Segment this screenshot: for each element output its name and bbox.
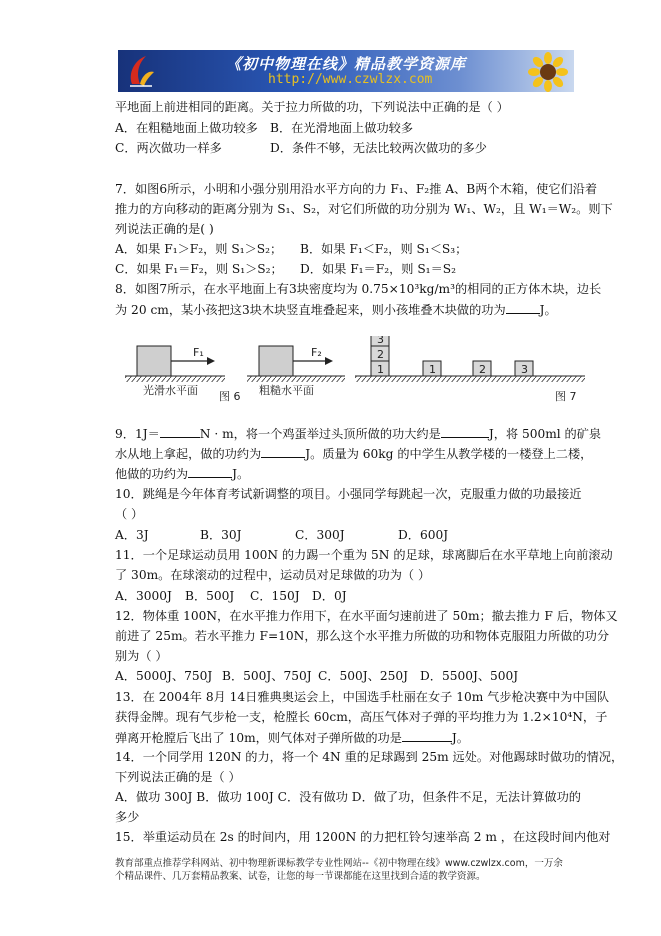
- q13-line-3: 弹离开枪膛后飞出了 10m，则气体对子弹所做的功是 J。: [115, 731, 469, 745]
- row-block-1-label: 1: [429, 363, 436, 376]
- rough-surface-label: 粗糙水平面: [259, 384, 314, 397]
- q12-line-2: 前进了 25m。若水平推力 F=10N，那么这个水平推力所做的功和物体克服阻力所做的功分: [115, 629, 610, 643]
- q10-option-c: C．300J: [295, 528, 345, 542]
- q7-option-a: A．如果 F₁＞F₂，则 S₁＞S₂；: [115, 242, 283, 256]
- q12-line-3: 别为（ ）: [115, 649, 168, 663]
- q9-line-1: 9．1J＝ N · m，将一个鸡蛋举过头顶所做的功大约是 J，将 500ml 的矿泉: [115, 427, 602, 441]
- q6-option-b: B．在光滑地面上做功较多: [270, 121, 414, 135]
- sunflower-icon: [528, 52, 568, 92]
- page-footer: [115, 857, 585, 883]
- q11-line-2: 了 30m。在球滚动的过程中，运动员对足球做的功为（ ）: [115, 568, 431, 582]
- q11-option-a: A．3000J: [115, 589, 172, 603]
- q14-line-3: A．做功 300J B．做功 100J C．没有做功 D．做了功，但条件不足，无法计算做功的: [115, 790, 581, 804]
- row-block-3-label: 3: [521, 363, 528, 376]
- fig7-blocks-diagram: [355, 336, 585, 382]
- banner-title: 《初中物理在线》精品教学资源库: [226, 55, 467, 73]
- figure-6-7: [125, 336, 585, 416]
- q11-option-d: D．0J: [312, 589, 347, 603]
- q9-line-3: 他做的功约为 J。: [115, 467, 250, 481]
- q13-line-2: 获得金牌。现有气步枪一支，枪膛长 60cm，高压气体对子弹的平均推力为 1.2×10⁴N，子: [115, 710, 608, 724]
- footer-line-1: 教育部重点推荐学科网站、初中物理新课标教学专业性网站--《初中物理在线》www.czwlzx.com，一万余: [115, 858, 563, 869]
- footer-line-2: 个精品课件、几万套精品教案、试卷，让您的每一节课都能在这里找到合适的教学资源。: [115, 871, 486, 882]
- q14-line-1: 14．一个同学用 120N 的力，将一个 4N 重的足球踢到 25m 远处。对他踢球时做功的情况，: [115, 750, 624, 764]
- fig6-box-b-diagram: [247, 346, 345, 382]
- q13-line-1: 13．在 2004年 8月 14日雅典奥运会上，中国选手杜丽在女子 10m 气步枪决赛中为中国队: [115, 690, 610, 704]
- fig6-label: 图 6: [219, 390, 241, 403]
- q7-line-1: 7．如图6所示，小明和小强分别用沿水平方向的力 F₁、F₂推 A、B两个木箱，使它们沿着: [115, 182, 598, 196]
- header-banner: [118, 50, 574, 92]
- fig6-box-a-diagram: [125, 346, 225, 382]
- stack-block-2-label: 2: [377, 348, 384, 361]
- q11-option-c: C．150J: [250, 589, 300, 603]
- q12-line-1: 12．物体重 100N，在水平推力作用下，在水平面匀速前进了 50m；撤去推力 F 后，物体又: [115, 609, 618, 623]
- q7-line-2: 推力的方向移动的距离分别为 S₁、S₂，对它们所做的功分别为 W₁、W₂，且 W₁＝W₂。则下: [115, 202, 613, 216]
- stack-block-1-label: 1: [377, 363, 384, 376]
- q10-option-a: A．3J: [115, 528, 149, 542]
- q14-line-2: 下列说法正确的是（ ）: [115, 770, 241, 784]
- smooth-surface-label: 光滑水平面: [143, 384, 198, 397]
- q11-line-1: 11．一个足球运动员用 100N 的力踢一个重为 5N 的足球，球离脚后在水平草地上向前滚动: [115, 548, 613, 562]
- stack-block-3-label: 3: [377, 336, 384, 346]
- q10-line-2: （ ）: [115, 507, 144, 521]
- q7-option-b: B．如果 F₁＜F₂，则 S₁＜S₃；: [300, 242, 468, 256]
- q12-option-b: B．500J、750J: [222, 669, 312, 683]
- q12-option-a: A．5000J、750J: [115, 669, 213, 683]
- q6-option-c: C．两次做功一样多: [115, 141, 222, 155]
- row-block-2-label: 2: [479, 363, 486, 376]
- force-f2-label: F₂: [311, 346, 322, 359]
- fig7-label: 图 7: [555, 390, 577, 403]
- q7-option-c: C．如果 F₁＝F₂，则 S₁＞S₂；: [115, 262, 283, 276]
- q8-line-2: 为 20 cm，某小孩把这3块木块竖直堆叠起来，则小孩堆叠木块做的功为 J。: [115, 303, 557, 317]
- q10-line-1: 10．跳绳是今年体育考试新调整的项目。小强同学每跳起一次，克服重力做的功最接近: [115, 487, 582, 501]
- q6-stem: 平地面上前进相同的距离。关于拉力所做的功，下列说法中正确的是（ ）: [115, 100, 509, 114]
- q8-line-1: 8．如图7所示，在水平地面上有3块密度均为 0.75×10³kg/m³的相同的正方体木块，边长: [115, 282, 602, 296]
- q15-line-1: 15．举重运动员在 2s 的时间内，用 1200N 的力把杠铃匀速举高 2 m ，在这段时间内他对: [115, 830, 611, 844]
- q6-option-a: A．在粗糙地面上做功较多: [115, 121, 258, 135]
- q11-option-b: B．500J: [185, 589, 235, 603]
- q7-line-3: 列说法正确的是( ): [115, 222, 214, 236]
- site-logo-icon: [126, 54, 156, 88]
- q10-option-d: D．600J: [398, 528, 449, 542]
- q10-option-b: B．30J: [200, 528, 242, 542]
- banner-url[interactable]: http://www.czwlzx.com: [268, 72, 433, 87]
- q12-option-d: D．5500J、500J: [420, 669, 519, 683]
- force-f1-label: F₁: [193, 346, 204, 359]
- q12-option-c: C．500J、250J: [318, 669, 408, 683]
- q14-line-4: 多少: [115, 810, 140, 824]
- q9-line-2: 水从地上拿起，做的功约为 J。质量为 60kg 的中学生从教学楼的一楼登上二楼，: [115, 447, 593, 461]
- q6-option-d: D．条件不够，无法比较两次做功的多少: [270, 141, 487, 155]
- q7-option-d: D．如果 F₁＝F₂，则 S₁＝S₂: [300, 262, 456, 276]
